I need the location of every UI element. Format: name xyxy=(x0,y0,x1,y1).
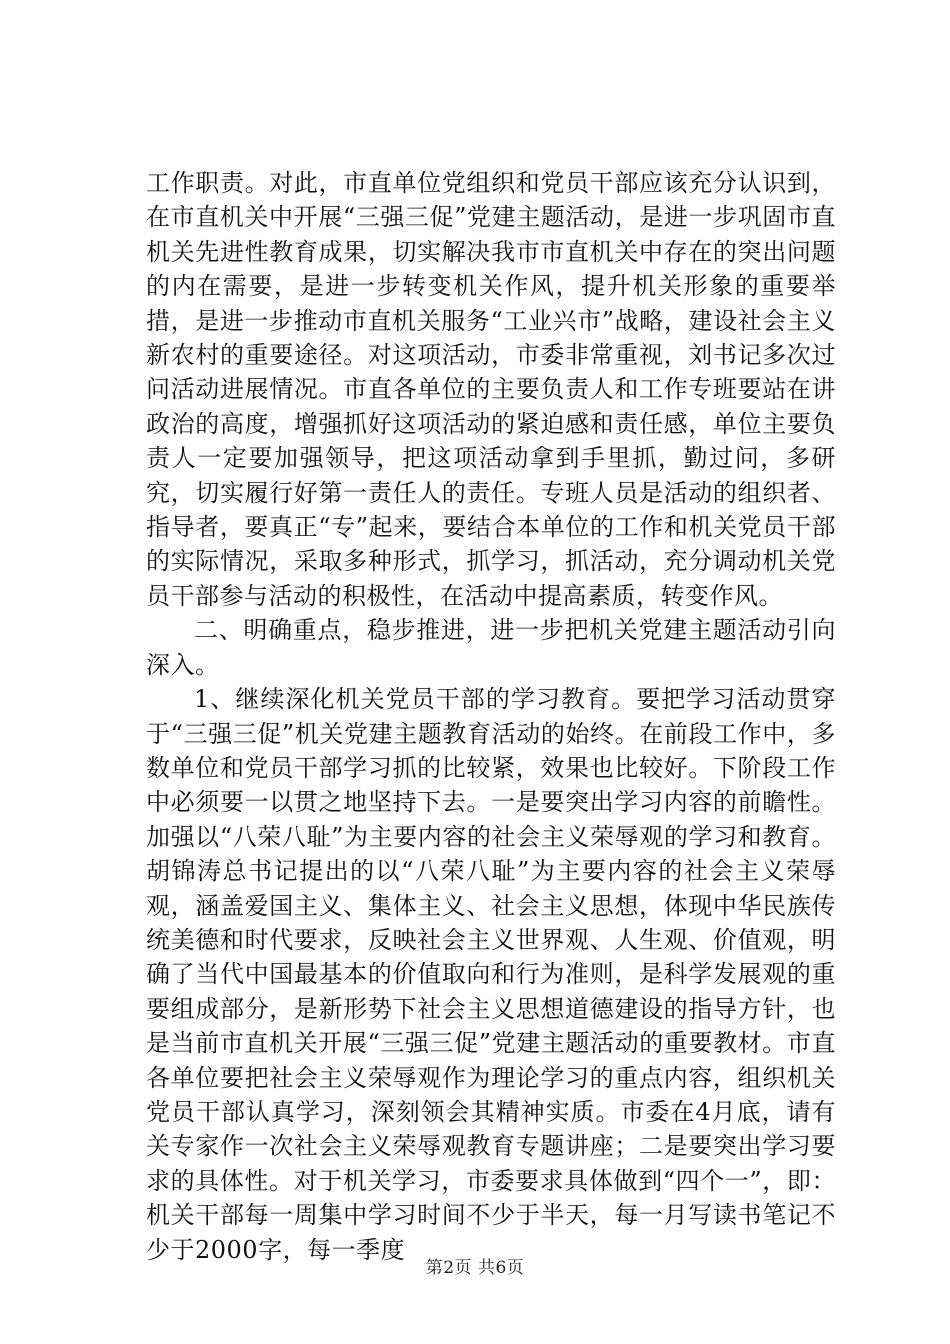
paragraph-section-heading: 二、明确重点，稳步推进，进一步把机关党建主题活动引向深入。 xyxy=(146,616,836,679)
paragraph-1: 工作职责。对此，市直单位党组织和党员干部应该充分认识到，在市直机关中开展“三强三促”党建主题活动，是进一步巩固市直机关先进性教育成果，切实解决我市市直机关中存在的突出问题的内在需要，是进一步转变机关作风，提升机关形象的重要举措，是进一步推动市直机关服务“工业兴市”战略，建设社会主义新农村的重要途径。对这项活动，市委非常重视，刘书记多次过问活动进展情况。市直各单位的主要负责人和工作专班要站在讲政治的高度，增强抓好这项活动的紧迫感和责任感，单位主要负责人一定要加强领导，把这项活动拿到手里抓，勤过问，多研究，切实履行好第一责任人的责任。专班人员是活动的组织者、指导者，要真正“专”起来，要结合本单位的工作和机关党员干部的实际情况，采取多种形式，抓学习，抓活动，充分调动机关党员干部参与活动的积极性，在活动中提高素质，转变作风。 xyxy=(146,169,836,610)
paragraph-3: 1、继续深化机关党员干部的学习教育。要把学习活动贯穿于“三强三促”机关党建主题教育活动的始终。在前段工作中，多数单位和党员干部学习抓的比较紧，效果也比较好。下阶段工作中必须要一以贯之地坚持下去。一是要突出学习内容的前瞻性。加强以“八荣八耻”为主要内容的社会主义荣辱观的学习和教育。胡锦涛总书记提出的以“八荣八耻”为主要内容的社会主义荣辱观，涵盖爱国主义、集体主义、社会主义思想，体现中华民族传统美德和时代要求，反映社会主义世界观、人生观、价值观，明确了当代中国最基本的价值取向和行为准则，是科学发展观的重要组成部分，是新形势下社会主义思想道德建设的指导方针，也是当前市直机关开展“三强三促”党建主题活动的重要教材。市直各单位要把社会主义荣辱观作为理论学习的重点内容，组织机关党员干部认真学习，深刻领会其精神实质。市委在4月底，请有关专家作一次社会主义荣辱观教育专题讲座；二是要突出学习要求的具体性。对于机关学习，市委要求具体做到“四个一”，即：机关干部每一周集中学习时间不少于半天，每一月写读书笔记不少于2000字，每一季度 xyxy=(146,685,836,1264)
document-body xyxy=(146,166,836,1267)
page-number-footer: 第2页 共6页 xyxy=(425,1258,525,1278)
